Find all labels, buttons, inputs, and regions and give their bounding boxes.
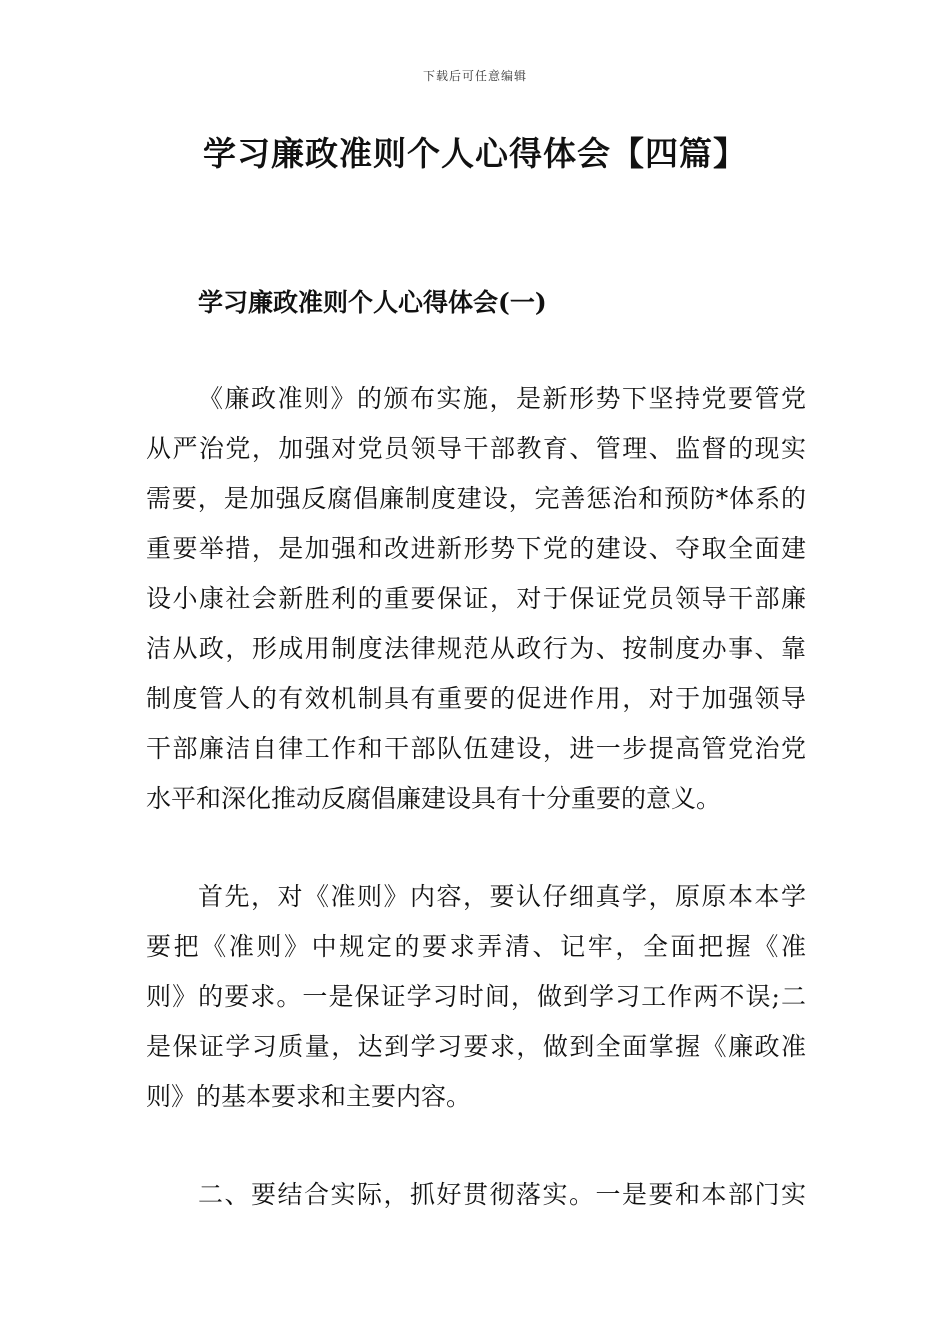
paragraph-line: 重要举措，是加强和改进新形势下党的建设、夺取全面建 [146,534,806,563]
paragraph-line: 二、要结合实际，抓好贯彻落实。一是要和本部门实 [198,1180,806,1209]
paragraph-line: 首先，对《准则》内容，要认仔细真学，原原本本学 [198,882,806,911]
document-title: 学习廉政准则个人心得体会【四篇】 [203,134,747,173]
paragraph-line: 设小康社会新胜利的重要保证，对于保证党员领导干部廉 [146,584,806,613]
paragraph-line: 则》的基本要求和主要内容。 [146,1082,472,1111]
header-note: 下载后可任意编辑 [422,69,527,83]
paragraph-line: 干部廉洁自律工作和干部队伍建设，进一步提高管党治党 [146,734,806,763]
section-heading: 学习廉政准则个人心得体会(一) [198,288,547,317]
paragraph-line: 洁从政，形成用制度法律规范从政行为、按制度办事、靠 [146,634,806,663]
paragraph-line: 需要，是加强反腐倡廉制度建设，完善惩治和预防*体系的 [146,484,806,513]
body-paragraph [146,1170,806,1220]
paragraph-line: 《廉政准则》的颁布实施，是新形势下坚持党要管党 [198,384,806,413]
paragraph-line: 要把《准则》中规定的要求弄清、记牢，全面把握《准 [146,932,806,961]
body-paragraph [146,374,806,824]
paragraph-line: 制度管人的有效机制具有重要的促进作用，对于加强领导 [146,684,806,713]
paragraph-line: 从严治党，加强对党员领导干部教育、管理、监督的现实 [146,434,806,463]
body-paragraph [146,872,806,1122]
paragraph-line: 则》的要求。一是保证学习时间，做到学习工作两不误;二 [146,982,806,1011]
paragraph-line: 是保证学习质量，达到学习要求，做到全面掌握《廉政准 [146,1032,806,1061]
paragraph-line: 水平和深化推动反腐倡廉建设具有十分重要的意义。 [146,784,722,813]
